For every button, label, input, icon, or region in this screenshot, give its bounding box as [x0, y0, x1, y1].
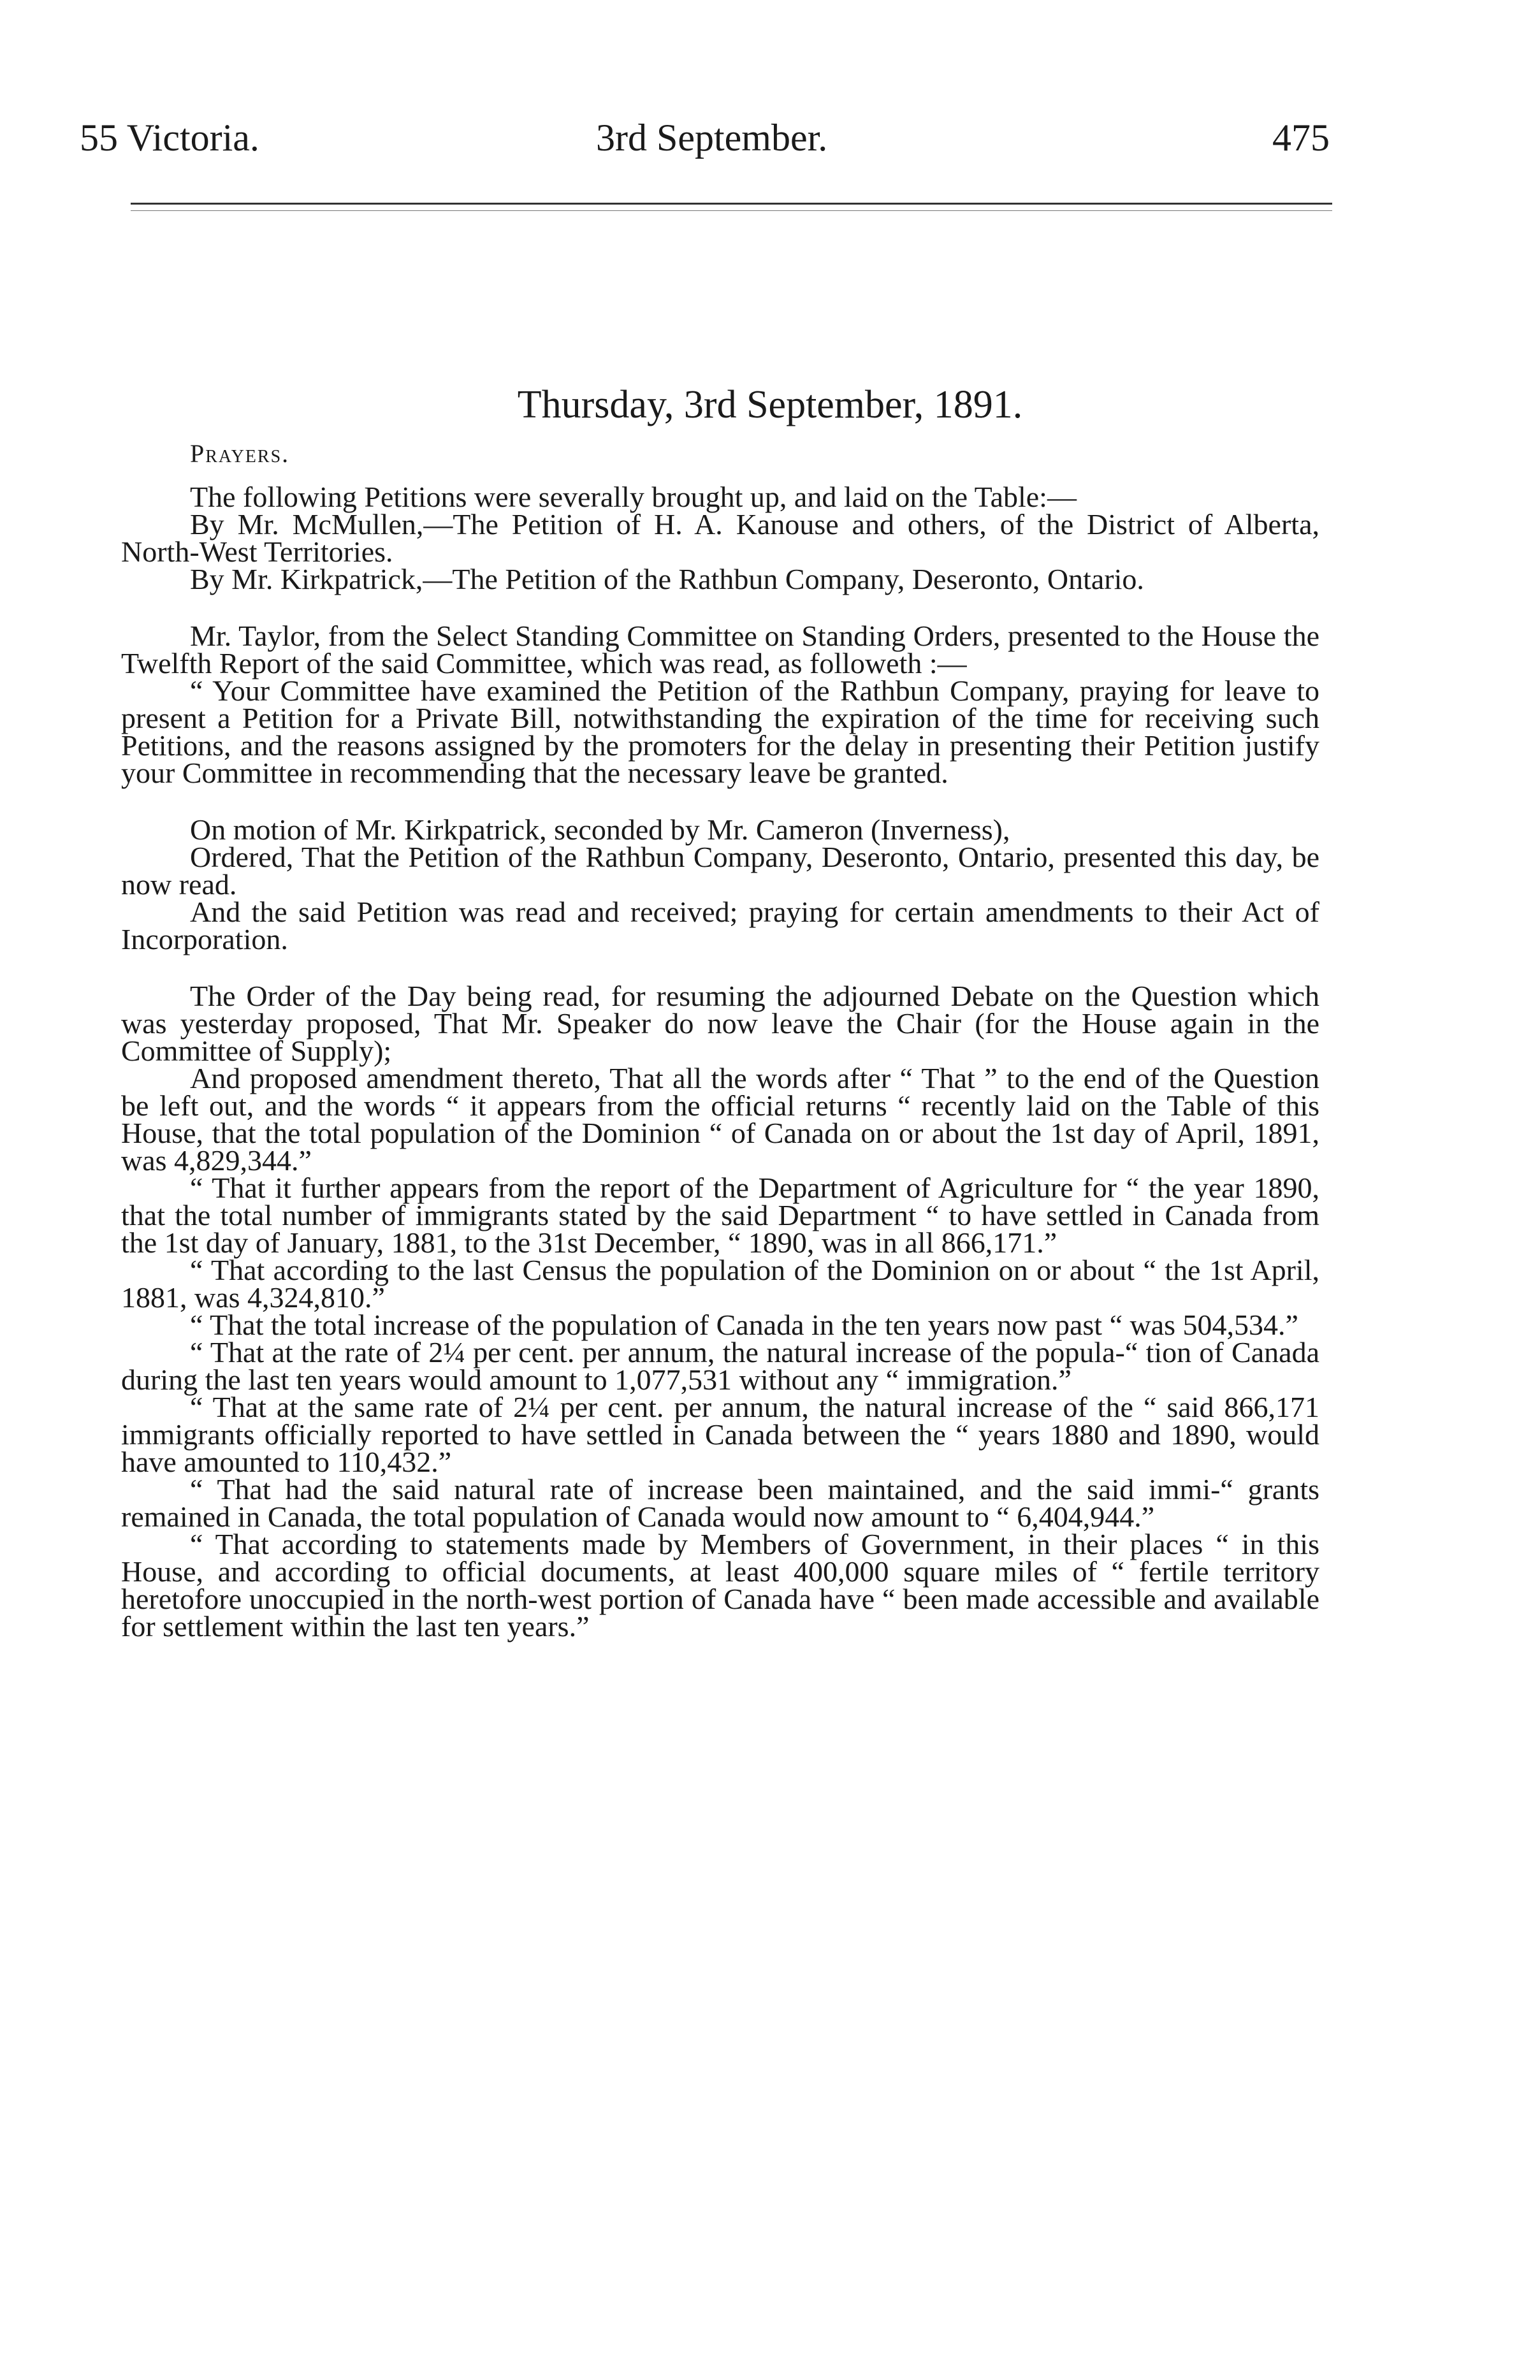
journal-body [121, 481, 1319, 1643]
paragraph: And the said Petition was read and received; praying for certain amendments to their Act of Incorporation. [121, 896, 1319, 955]
paragraph: “ That according to the last Census the population of the Dominion on or about “ the 1st April, 1881, was 4,324,810.” [121, 1254, 1319, 1314]
page-number: 475 [1272, 117, 1330, 159]
paragraph: “ Your Committee have examined the Petition of the Rathbun Company, praying for leave to present a Petition for a Private Bill, notwithstanding the expiration of the time for receiving such Petitions, and the reasons assigned by the promoters for the delay in presenting their Petition justify your Committee in recommending that the necessary leave be granted. [121, 674, 1319, 789]
paragraph: The Order of the Day being read, for resuming the adjourned Debate on the Question which was yesterday proposed, That Mr. Speaker do now leave the Chair (for the House again in the Committee of Supply); [121, 980, 1319, 1067]
paragraph: “ That according to statements made by Members of Government, in their places “ in this House, and according to official documents, at least 400,000 square miles of “ fertile territory heretofore unoccupied in the north-west portion of Canada have “ been made accessible and available for settlement within the last ten years.” [121, 1528, 1319, 1643]
header-rule [131, 203, 1332, 205]
paragraph: By Mr. Kirkpatrick,—The Petition of the Rathbun Company, Deseronto, Ontario. [190, 563, 1144, 595]
paragraph: “ That at the same rate of 2¼ per cent. per annum, the natural increase of the “ said 866,171 immigrants officially reported to have settled in Canada between the “ years 1880 and 1890, would have amounted to 110,432.” [121, 1391, 1319, 1478]
session-label: 55 Victoria. [80, 117, 259, 159]
paragraph: And proposed amendment thereto, That all the words after “ That ” to the end of the Question be left out, and the words “ it appears from the official returns “ recently laid on the Table of this House, that the total population of the Dominion “ of Canada on or about the 1st day of April, 1891, was 4,829,344.” [121, 1062, 1319, 1177]
running-head [80, 116, 1330, 167]
prayers-heading: Prayers. [190, 439, 290, 468]
paragraph: By Mr. McMullen,—The Petition of H. A. Kanouse and others, of the District of Alberta, North-West Territories. [121, 508, 1319, 568]
paragraph: On motion of Mr. Kirkpatrick, seconded by Mr. Cameron (Inverness), [190, 813, 1010, 846]
date-label: 3rd September. [596, 117, 828, 159]
paragraph: Ordered, That the Petition of the Rathbun Company, Deseronto, Ontario, presented this day, be now read. [121, 841, 1319, 901]
paragraph: “ That it further appears from the report of the Department of Agriculture for “ the year 1890, that the total number of immigrants stated by the said Department “ to have settled in Canada from the 1st day of January, 1881, to the 31st December, “ 1890, was in all 866,171.” [121, 1172, 1319, 1259]
paragraph: “ That had the said natural rate of increase been maintained, and the said immi-“ grants remained in Canada, the total population of Canada would now amount to “ 6,404,944.” [121, 1473, 1319, 1533]
paragraph: “ That the total increase of the population of Canada in the ten years now past “ was 504,534.” [190, 1309, 1298, 1341]
sitting-date-heading: Thursday, 3rd September, 1891. [517, 383, 1023, 426]
paragraph: “ That at the rate of 2¼ per cent. per annum, the natural increase of the popula-“ tion of Canada during the last ten years would amount to 1,077,531 without any “ immigration.” [121, 1336, 1319, 1396]
paragraph: Mr. Taylor, from the Select Standing Committee on Standing Orders, presented to the House the Twelfth Report of the said Committee, which was read, as followeth :— [121, 620, 1319, 679]
header-rule-thin [131, 210, 1332, 211]
paragraph: The following Petitions were severally brought up, and laid on the Table:— [190, 481, 1077, 513]
